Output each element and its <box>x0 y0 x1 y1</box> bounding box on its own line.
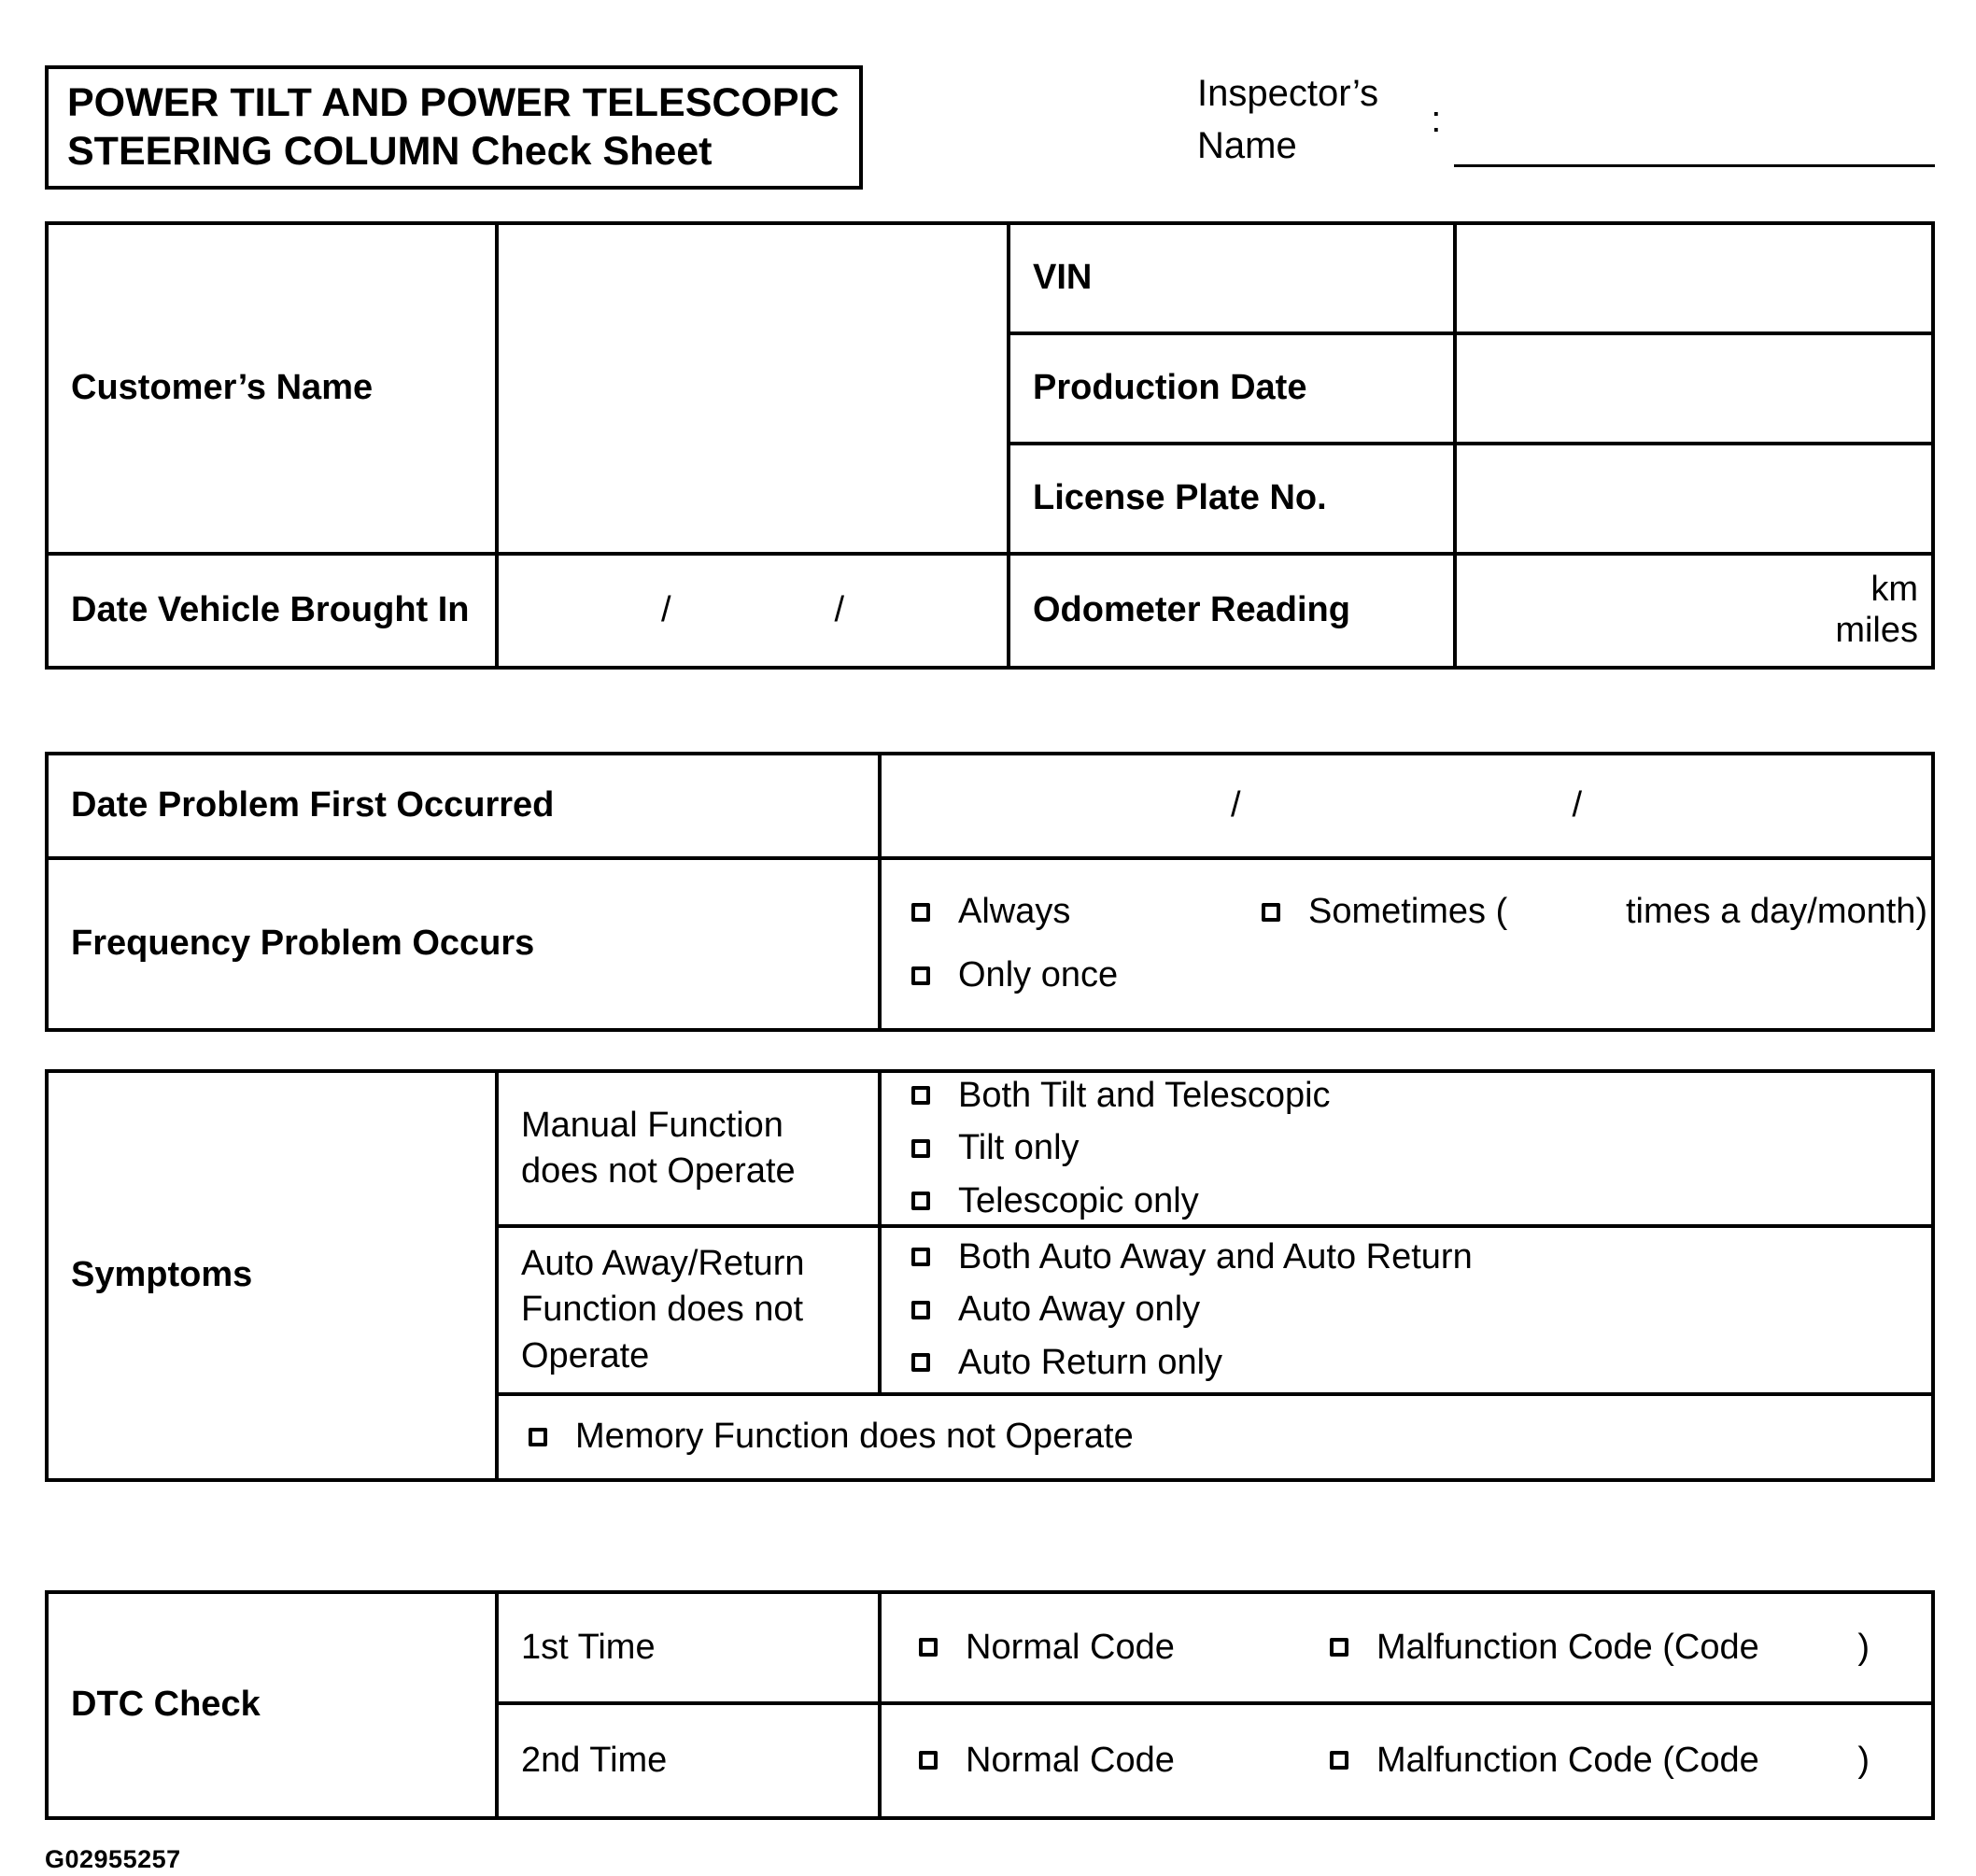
problem-slash-1: / <box>1230 785 1241 825</box>
option-2nd-normal-code-label: Normal Code <box>966 1740 1175 1780</box>
option-memory-function-label: Memory Function does not Operate <box>575 1417 1134 1457</box>
option-auto-return-only-label: Auto Return only <box>958 1342 1223 1382</box>
dtc-check-label: DTC Check <box>49 1594 499 1816</box>
option-sometimes <box>1262 890 1927 935</box>
problem-slash-2: / <box>1572 785 1583 825</box>
auto-away-return-options <box>882 1228 1931 1396</box>
vin-value-cell[interactable] <box>1457 225 1931 335</box>
form-title-line2: STEERING COLUMN Check Sheet <box>67 129 713 175</box>
date-vehicle-value-cell[interactable] <box>499 556 1010 666</box>
option-auto-away-only <box>911 1288 1931 1333</box>
option-both-auto-away-return-label: Both Auto Away and Auto Return <box>958 1236 1473 1277</box>
auto-away-return-label: Auto Away/Return Function does not Operate <box>499 1228 882 1396</box>
checkbox-only-once[interactable] <box>911 966 930 985</box>
vin-label: VIN <box>1010 225 1457 335</box>
form-title-line1: POWER TILT AND POWER TELESCOPIC <box>67 80 840 125</box>
production-date-value-cell[interactable] <box>1457 335 1931 445</box>
option-sometimes-label: Sometimes ( times a day/month) <box>1308 892 1928 932</box>
checkbox-tilt-only[interactable] <box>911 1139 930 1158</box>
checkbox-both-auto-away-return[interactable] <box>911 1248 930 1266</box>
option-2nd-malfunction-code-label: Malfunction Code (Code ) <box>1376 1740 1870 1780</box>
checkbox-1st-malfunction-code[interactable] <box>1330 1638 1348 1657</box>
production-date-label: Production Date <box>1010 335 1457 445</box>
option-always-label: Always <box>958 892 1071 932</box>
date-problem-first-occurred-label: Date Problem First Occurred <box>49 755 882 860</box>
header <box>45 65 1935 190</box>
customers-name-label: Customer’s Name <box>49 225 499 556</box>
inspector-name-input-line[interactable] <box>1454 67 1935 167</box>
odometer-reading-label: Odometer Reading <box>1010 556 1457 666</box>
option-both-tilt-telescopic-label: Both Tilt and Telescopic <box>958 1075 1331 1115</box>
odometer-units <box>1835 570 1918 651</box>
frequency-option-row-2 <box>911 953 1931 998</box>
unit-miles: miles <box>1835 610 1918 650</box>
form-title-box <box>45 65 863 190</box>
symptoms-label: Symptoms <box>49 1073 499 1478</box>
checkbox-auto-away-only[interactable] <box>911 1301 930 1319</box>
dtc-check-table <box>45 1590 1935 1820</box>
checkbox-auto-return-only[interactable] <box>911 1353 930 1372</box>
dtc-1st-time-options <box>882 1594 1931 1705</box>
option-memory-function <box>529 1415 1134 1460</box>
dtc-1st-time-label: 1st Time <box>499 1594 882 1705</box>
option-telescopic-only-label: Telescopic only <box>958 1180 1199 1220</box>
date-slash-1: / <box>660 590 671 630</box>
date-problem-value-cell[interactable] <box>882 755 1931 860</box>
option-2nd-normal-code <box>919 1739 1330 1784</box>
odometer-value-cell[interactable] <box>1457 556 1931 666</box>
option-auto-away-only-label: Auto Away only <box>958 1290 1201 1330</box>
option-always <box>911 890 1262 935</box>
date-slash-2: / <box>834 590 845 630</box>
option-tilt-only-label: Tilt only <box>958 1128 1080 1168</box>
manual-function-options <box>882 1073 1931 1228</box>
inspector-colon: : <box>1431 99 1442 140</box>
vehicle-info-table <box>45 221 1935 670</box>
option-2nd-malfunction-code <box>1330 1739 1870 1784</box>
option-1st-malfunction-code <box>1330 1626 1870 1671</box>
memory-function-row <box>499 1396 1931 1478</box>
checkbox-2nd-malfunction-code[interactable] <box>1330 1751 1348 1770</box>
option-1st-normal-code-label: Normal Code <box>966 1627 1175 1667</box>
checkbox-sometimes[interactable] <box>1262 903 1280 922</box>
unit-km: km <box>1870 570 1918 610</box>
checkbox-always[interactable] <box>911 903 930 922</box>
checkbox-telescopic-only[interactable] <box>911 1192 930 1210</box>
option-tilt-only <box>911 1126 1931 1171</box>
dtc-2nd-time-options <box>882 1705 1931 1816</box>
checkbox-memory-function[interactable] <box>529 1428 547 1446</box>
option-1st-malfunction-code-label: Malfunction Code (Code ) <box>1376 1627 1870 1667</box>
option-both-auto-away-return <box>911 1235 1931 1280</box>
inspector-name-label: Inspector’s Name <box>1197 73 1379 166</box>
option-both-tilt-telescopic <box>911 1074 1931 1119</box>
option-only-once-label: Only once <box>958 954 1119 994</box>
date-vehicle-brought-in-label: Date Vehicle Brought In <box>49 556 499 666</box>
license-plate-value-cell[interactable] <box>1457 445 1931 556</box>
checkbox-both-tilt-telescopic[interactable] <box>911 1086 930 1105</box>
dtc-2nd-time-label: 2nd Time <box>499 1705 882 1816</box>
license-plate-label: License Plate No. <box>1010 445 1457 556</box>
symptoms-table <box>45 1069 1935 1482</box>
frequency-options-cell <box>882 860 1931 1028</box>
checkbox-1st-normal-code[interactable] <box>919 1638 938 1657</box>
frequency-option-row-1 <box>911 890 1931 935</box>
checkbox-2nd-normal-code[interactable] <box>919 1751 938 1770</box>
frequency-problem-occurs-label: Frequency Problem Occurs <box>49 860 882 1028</box>
inspector-name-field <box>1197 65 1935 172</box>
problem-occurrence-table <box>45 752 1935 1032</box>
option-1st-normal-code <box>919 1626 1330 1671</box>
figure-code: G02955257 <box>45 1844 181 1873</box>
option-only-once <box>911 953 1118 998</box>
customers-name-value-cell[interactable] <box>499 225 1010 556</box>
manual-function-label: Manual Function does not Operate <box>499 1073 882 1228</box>
option-telescopic-only <box>911 1179 1931 1224</box>
option-auto-return-only <box>911 1341 1931 1386</box>
